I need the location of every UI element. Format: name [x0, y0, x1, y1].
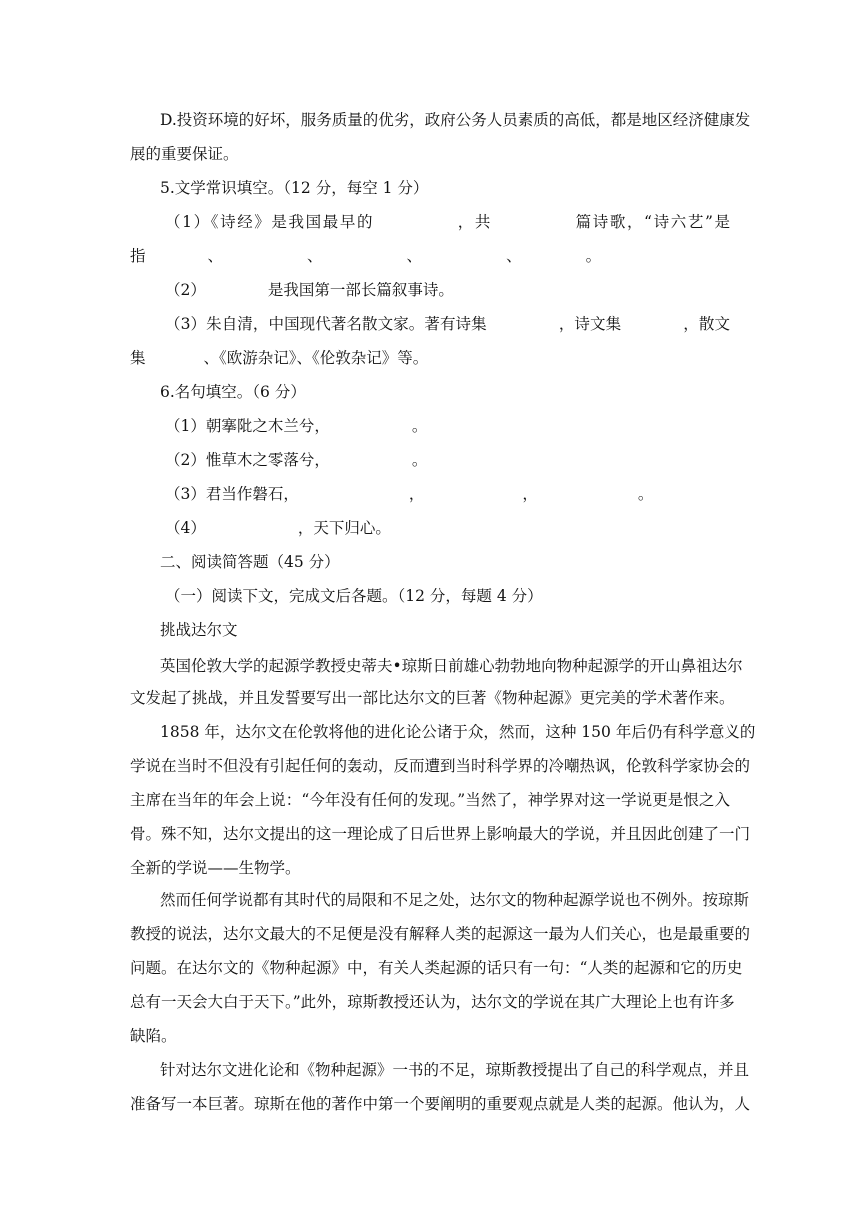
q6-item1: （1）朝搴阰之木兰兮， 。 — [165, 417, 428, 435]
q5-item1-line1: （1）《诗经》是我国最早的 ，共 篇诗歌，“诗六艺”是 — [165, 213, 730, 231]
section-heading: 二、阅读简答题（45 分） — [160, 553, 340, 571]
article-paragraph-line: 针对达尔文进化论和《物种起源》一书的不足，琼斯教授提出了自己的科学观点，并且 — [160, 1061, 750, 1079]
article-paragraph-line: 然而任何学说都有其时代的局限和不足之处，达尔文的物种起源学说也不例外。按琼斯 — [160, 891, 750, 909]
article-paragraph-line: 全新的学说——生物学。 — [130, 859, 301, 877]
article-paragraph-line: 主席在当年的年会上说：“今年没有任何的发现。”当然了，神学界对这一学说更是恨之入 — [130, 791, 730, 809]
q5-item3-line2: 集 、《欧游杂记》、《伦敦杂记》等。 — [130, 349, 429, 367]
q5-item3-line1: （3）朱自清，中国现代著名散文家。著有诗集 ，诗文集 ，散文 — [165, 315, 730, 333]
option-d-line-2: 展的重要保证。 — [130, 145, 239, 163]
article-paragraph-line: 准备写一本巨著。琼斯在他的著作中第一个要阐明的重要观点就是人类的起源。他认为，人 — [130, 1095, 751, 1113]
article-paragraph-line: 教授的说法，达尔文最大的不足便是没有解释人类的起源这一最为人们关心，也是最重要的 — [130, 925, 751, 943]
article-paragraph-line: 缺陷。 — [130, 1027, 177, 1045]
q5-item1-line2: 指 、 、 、 、 。 — [130, 247, 602, 265]
article-paragraph-line: 总有一天会大白于天下。”此外，琼斯教授还认为，达尔文的学说在其广大理论上也有许多 — [130, 993, 735, 1011]
q5-item2: （2） 是我国第一部长篇叙事诗。 — [165, 281, 454, 299]
q6-title: 6.名句填空。（6 分） — [160, 383, 306, 401]
q6-item2: （2）惟草木之零落兮， 。 — [165, 451, 428, 469]
q6-item3: （3）君当作磐石， ， ， 。 — [165, 485, 654, 503]
article-paragraph-line: 学说在当时不但没有引起任何的轰动，反而遭到当时科学界的冷嘲热讽，伦敦科学家协会的 — [130, 757, 751, 775]
q5-title: 5.文学常识填空。（12 分，每空 1 分） — [160, 179, 429, 197]
article-title: 挑战达尔文 — [160, 621, 238, 639]
article-paragraph-line: 1858 年，达尔文在伦敦将他的进化论公诸于众，然而，这种 150 年后仍有科学意义的 — [160, 723, 756, 741]
q6-item4: （4） ，天下归心。 — [165, 519, 391, 537]
reading-part1-heading: （一）阅读下文，完成文后各题。（12 分，每题 4 分） — [165, 587, 543, 605]
article-paragraph-line: 问题。在达尔文的《物种起源》中，有关人类起源的话只有一句：“人类的起源和它的历史 — [130, 959, 743, 977]
article-paragraph-line: 文发起了挑战，并且发誓要写出一部比达尔文的巨著《物种起源》更完美的学术著作来。 — [130, 689, 735, 707]
article-paragraph-line: 骨。殊不知，达尔文提出的这一理论成了日后世界上影响最大的学说，并且因此创建了一门 — [130, 825, 751, 843]
option-d-line-1: D.投资环境的好坏，服务质量的优劣，政府公务人员素质的高低，都是地区经济健康发 — [160, 111, 751, 129]
article-paragraph-line: 英国伦敦大学的起源学教授史蒂夫•琼斯日前雄心勃勃地向物种起源学的开山鼻祖达尔 — [160, 657, 743, 675]
